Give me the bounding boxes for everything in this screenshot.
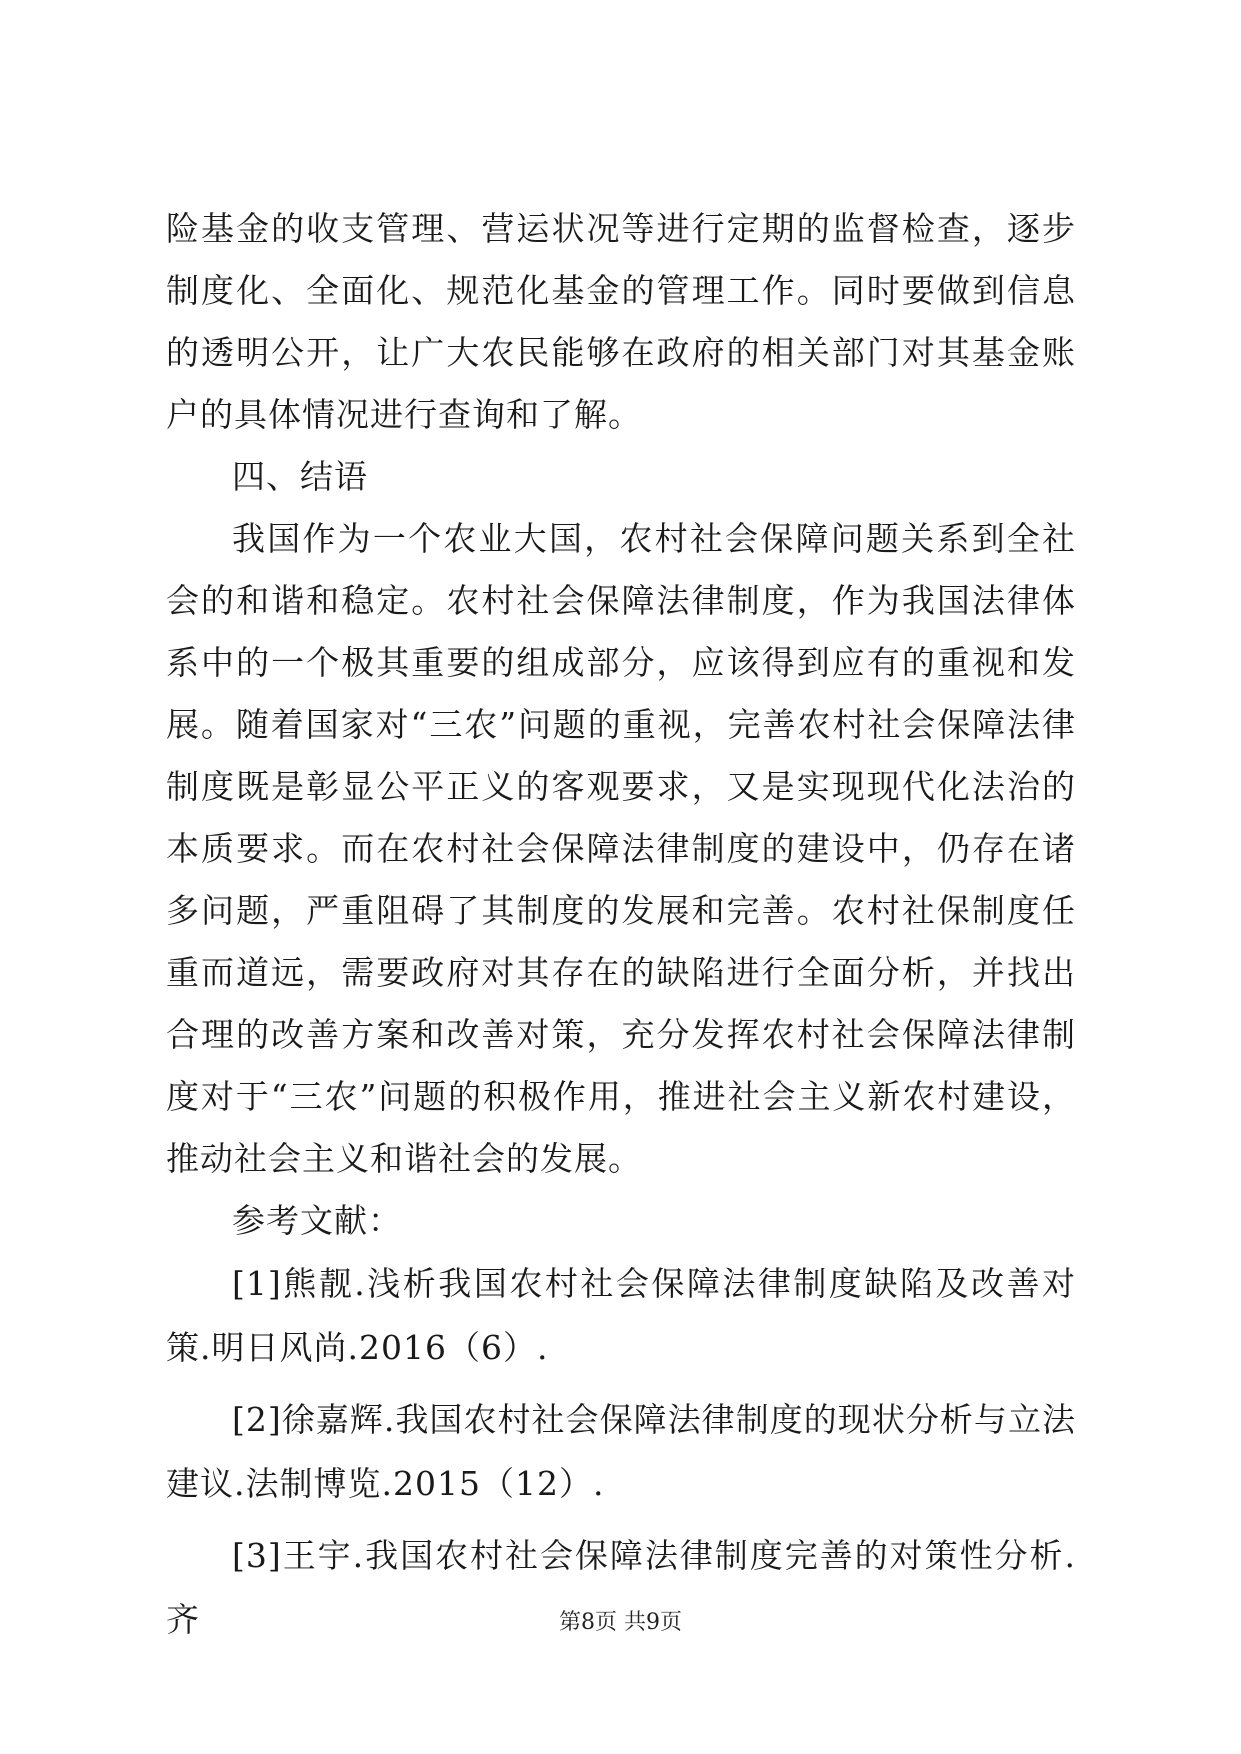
document-body [166,198,1076,1660]
reference-item-2: [2]徐嘉辉.我国农村社会保障法律制度的现状分析与立法建议.法制博览.2015（12）. [166,1400,1076,1503]
page-number-footer: 第8页 共9页 [559,1610,682,1635]
reference-item-3: [3]王宇.我国农村社会保障法律制度完善的对策性分析.齐 [166,1536,1076,1639]
reference-item-1: [1]熊靓.浅析我国农村社会保障法律制度缺陷及改善对策.明日风尚.2016（6）. [166,1264,1076,1367]
conclusion-paragraph: 我国作为一个农业大国，农村社会保障问题关系到全社会的和谐和稳定。农村社会保障法律制度，作为我国法律体系中的一个极其重要的组成部分，应该得到应有的重视和发展。随着国家对“三农”问题的重视，完善农村社会保障法律制度既是彰显公平正义的客观要求，又是实现现代化法治的本质要求。而在农村社会保障法律制度的建设中，仍存在诸多问题，严重阻碍了其制度的发展和完善。农村社保制度任重而道远，需要政府对其存在的缺陷进行全面分析，并找出合理的改善方案和改善对策，充分发挥农村社会保障法律制度对于“三农”问题的积极作用，推进社会主义新农村建设，推动社会主义和谐社会的发展。 [166,519,1076,1178]
references-heading: 参考文献： [232,1201,402,1240]
section-heading: 四、结语 [232,457,368,496]
continuation-paragraph: 险基金的收支管理、营运状况等进行定期的监督检查，逐步制度化、全面化、规范化基金的管理工作。同时要做到信息的透明公开，让广大农民能够在政府的相关部门对其基金账户的具体情况进行查询和了解。 [166,209,1076,434]
